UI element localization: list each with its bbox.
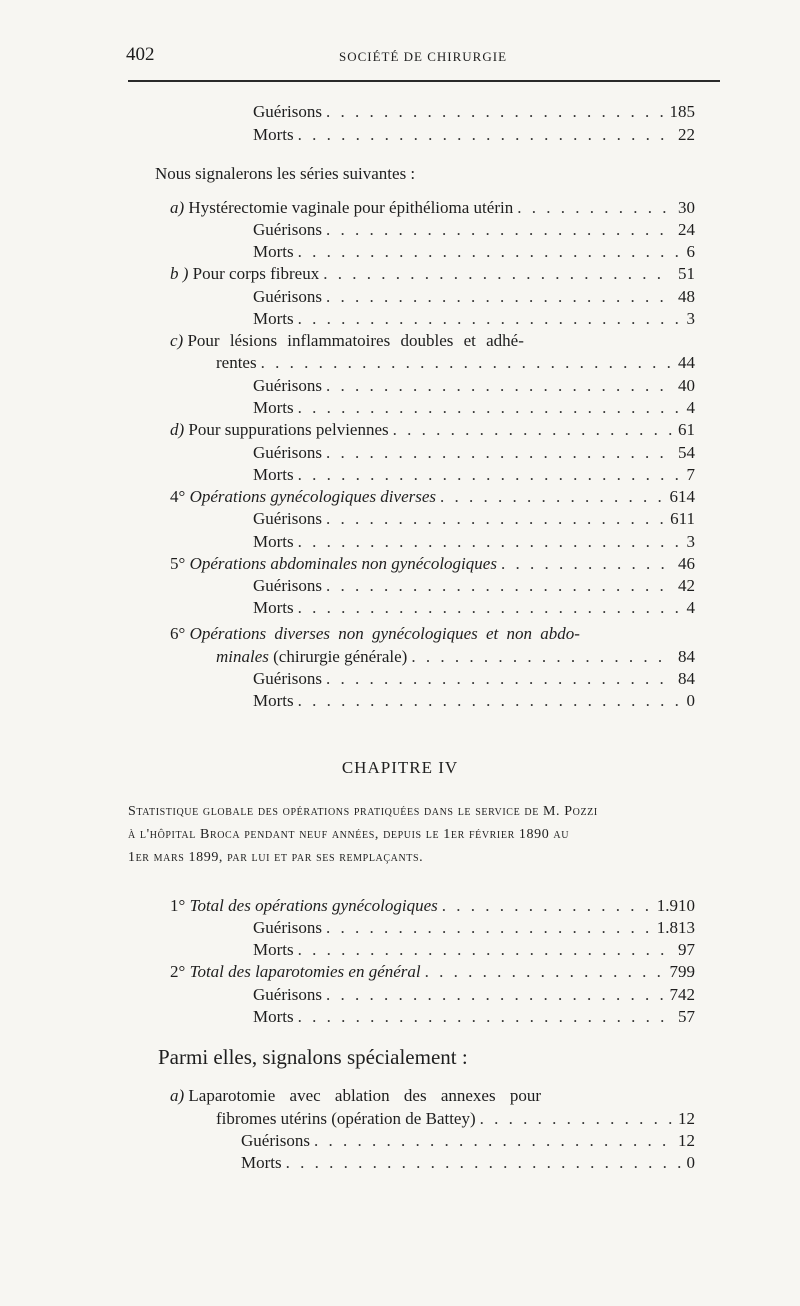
entry-value: 611 [670, 509, 695, 528]
list-marker: 4° [170, 487, 186, 506]
leader-dots [393, 418, 672, 442]
entry-value: 1.813 [656, 918, 695, 937]
entry-label: Morts [253, 532, 294, 551]
entry-label: Guérisons [241, 1131, 310, 1150]
chapter-caption-line: 1er mars 1899, par lui et par ses remplaçants. [128, 850, 424, 865]
leader-dots [326, 507, 664, 531]
entry-value: 3 [686, 309, 695, 328]
list-marker: 6° [170, 624, 186, 643]
entry-value: 48 [678, 287, 695, 306]
leader-dots [298, 530, 681, 554]
leader-dots [480, 1107, 672, 1131]
entry-value: 51 [678, 264, 695, 283]
list-marker: a) [170, 1086, 185, 1105]
list-item [241, 1151, 695, 1175]
entry-label: Guérisons [253, 918, 322, 937]
entry-label: Opérations diverses non gynécologiques et non abdo- [189, 624, 580, 643]
leader-dots [326, 285, 672, 309]
entry-value: 30 [678, 198, 695, 217]
list-item [170, 262, 695, 286]
list-marker: 1° [170, 896, 186, 915]
list-item [253, 1005, 695, 1029]
leader-dots [326, 100, 664, 124]
list-item [253, 100, 695, 124]
entry-label: Morts [253, 940, 294, 959]
entry-value: 4 [686, 398, 695, 417]
entry-value: 22 [678, 125, 695, 144]
entry-value: 24 [678, 220, 695, 239]
entry-value: 42 [678, 576, 695, 595]
entry-label: Morts [241, 1153, 282, 1172]
list-item [241, 1129, 695, 1153]
entry-label: Guérisons [253, 576, 322, 595]
entry-value: 12 [678, 1131, 695, 1150]
list-item [253, 441, 695, 465]
entry-label: Laparotomie avec ablation des annexes pour [188, 1086, 541, 1105]
entry-label: Opérations abdominales non gynécologiques [189, 554, 497, 573]
entry-value: 799 [669, 962, 695, 981]
entry-value: 54 [678, 443, 695, 462]
list-item [170, 622, 630, 646]
entry-label: (chirurgie générale) [268, 647, 408, 666]
leader-dots [298, 938, 672, 962]
leader-dots [298, 307, 681, 331]
leader-dots [298, 240, 681, 264]
entry-label: Guérisons [253, 985, 322, 1004]
entry-label: minales [216, 647, 269, 666]
list-item [253, 285, 695, 309]
entry-label: Morts [253, 1007, 294, 1026]
leader-dots [440, 485, 663, 509]
list-marker: 2° [170, 962, 186, 981]
leader-dots [298, 689, 681, 713]
leader-dots [323, 262, 672, 286]
entry-value: 12 [678, 1109, 695, 1128]
leader-dots [326, 667, 672, 691]
list-item [170, 329, 630, 353]
list-item [170, 418, 695, 442]
entry-value: 614 [669, 487, 695, 506]
leader-dots [517, 196, 672, 220]
entry-value: 40 [678, 376, 695, 395]
leader-dots [442, 894, 651, 918]
entry-label: rentes [216, 353, 257, 372]
list-item [253, 983, 695, 1007]
list-marker: d) [170, 420, 185, 439]
list-item [253, 530, 695, 554]
leader-dots [411, 645, 672, 669]
list-item [170, 552, 695, 576]
entry-value: 57 [678, 1007, 695, 1026]
entry-value: 1.910 [656, 896, 695, 915]
list-item [253, 374, 695, 398]
leader-dots [298, 463, 681, 487]
entry-value: 3 [686, 532, 695, 551]
list-item [253, 396, 695, 420]
entry-label: Morts [253, 242, 294, 261]
chapter-caption-line: à l'hôpital Broca pendant neuf années, depuis le 1er février 1890 au [128, 827, 570, 842]
entry-label: Guérisons [253, 102, 322, 121]
list-item [170, 960, 695, 984]
entry-label: Pour lésions inflammatoires doubles et adhé- [187, 331, 524, 350]
entry-value: 185 [669, 102, 695, 121]
entry-label: Guérisons [253, 287, 322, 306]
header-rule [128, 80, 720, 82]
intro-paragraph: Parmi elles, signalons spécialement : [158, 1045, 468, 1069]
leader-dots [326, 374, 672, 398]
list-item [253, 463, 695, 487]
entry-label: Guérisons [253, 376, 322, 395]
leader-dots [298, 1005, 672, 1029]
entry-value: 97 [678, 940, 695, 959]
entry-value: 6 [686, 242, 695, 261]
list-item [253, 574, 695, 598]
entry-label: Guérisons [253, 443, 322, 462]
list-item [253, 218, 695, 242]
list-item [253, 938, 695, 962]
list-item [253, 596, 695, 620]
leader-dots [326, 916, 651, 940]
leader-dots [298, 123, 672, 147]
entry-label: Morts [253, 691, 294, 710]
entry-value: 84 [678, 669, 695, 688]
entry-value: 46 [678, 554, 695, 573]
entry-label: Morts [253, 398, 294, 417]
entry-label: Pour suppurations pelviennes [188, 420, 389, 439]
list-marker: b ) [170, 264, 189, 283]
list-item [170, 1084, 630, 1108]
entry-label: Opérations gynécologiques diverses [189, 487, 437, 506]
leader-dots [298, 596, 681, 620]
entry-value: 0 [686, 1153, 695, 1172]
leader-dots [501, 552, 672, 576]
page-number: 402 [126, 44, 155, 65]
list-marker: 5° [170, 554, 186, 573]
leader-dots [326, 441, 672, 465]
entry-label: fibromes utérins (opération de Battey) [216, 1109, 476, 1128]
entry-label: Morts [253, 125, 294, 144]
list-item [253, 507, 695, 531]
entry-label: Hystérectomie vaginale pour épithélioma utérin [188, 198, 514, 217]
list-item [216, 645, 695, 669]
entry-label: Morts [253, 465, 294, 484]
leader-dots [314, 1129, 672, 1153]
list-item [253, 240, 695, 264]
entry-label: Total des opérations gynécologiques [189, 896, 438, 915]
leader-dots [326, 218, 672, 242]
entry-value: 61 [678, 420, 695, 439]
entry-label: Pour corps fibreux [192, 264, 320, 283]
list-item [216, 351, 695, 375]
list-marker: c) [170, 331, 184, 350]
list-item [253, 667, 695, 691]
entry-label: Guérisons [253, 669, 322, 688]
entry-label: Morts [253, 309, 294, 328]
entry-label: Total des laparotomies en général [189, 962, 421, 981]
entry-value: 84 [678, 647, 695, 666]
entry-value: 742 [669, 985, 695, 1004]
entry-value: 4 [686, 598, 695, 617]
entry-label: Guérisons [253, 220, 322, 239]
leader-dots [298, 396, 681, 420]
entry-value: 7 [686, 465, 695, 484]
entry-value: 44 [678, 353, 695, 372]
list-marker: a) [170, 198, 185, 217]
leader-dots [425, 960, 664, 984]
chapter-heading: CHAPITRE IV [341, 758, 459, 777]
page-header [126, 44, 720, 72]
list-item [216, 1107, 695, 1131]
leader-dots [286, 1151, 681, 1175]
list-item [253, 307, 695, 331]
list-item [253, 916, 695, 940]
leader-dots [261, 351, 672, 375]
leader-dots [326, 983, 664, 1007]
intro-paragraph: Nous signalerons les séries suivantes : [155, 164, 416, 183]
list-item [170, 196, 695, 220]
list-item [170, 894, 695, 918]
running-title: SOCIÉTÉ DE CHIRURGIE [338, 49, 508, 64]
entry-value: 0 [686, 691, 695, 710]
list-item [170, 485, 695, 509]
leader-dots [326, 574, 672, 598]
entry-label: Morts [253, 598, 294, 617]
list-item [253, 123, 695, 147]
entry-label: Guérisons [253, 509, 322, 528]
list-item [253, 689, 695, 713]
chapter-caption-line: Statistique globale des opérations pratiquées dans le service de M. Pozzi [128, 804, 598, 819]
